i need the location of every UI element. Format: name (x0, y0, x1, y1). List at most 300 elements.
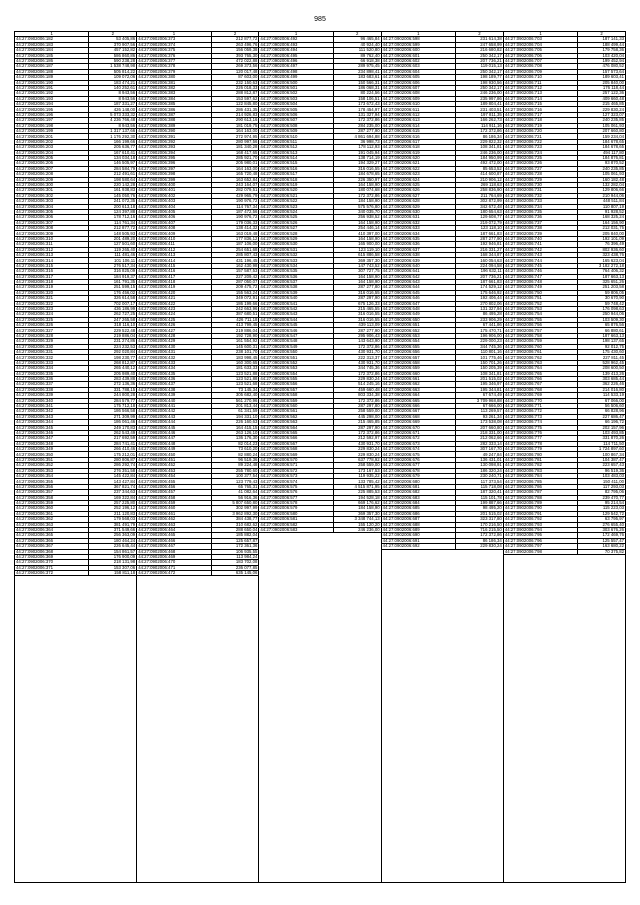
value-cell: 215 465,55 (333, 306, 380, 311)
value-cell: 111 520,80 (333, 48, 380, 53)
cadastral-number-cell: 44:27:0902006:607 (382, 85, 456, 90)
cadastral-number-cell: 44:27:0902006:451 (137, 457, 211, 462)
cadastral-number-cell: 44:27:0902006:206 (15, 161, 89, 166)
value-cell: 103 420,04 (578, 53, 625, 58)
value-cell: 154 861,57 (89, 549, 136, 554)
value-cell: 283 439,88 (89, 377, 136, 382)
value-cell: 246 236,00 (333, 527, 380, 532)
value-cell: 367 821,74 (89, 484, 136, 489)
value-cell: 258 559,00 (333, 463, 380, 468)
value-cell: 134 034,18 (89, 155, 136, 160)
cadastral-number-cell: 44:27:0902006:329 (15, 339, 89, 344)
cadastral-number-cell: 44:27:0902006:606 (382, 80, 456, 85)
cadastral-number-cell: 44:27:0902006:571 (259, 463, 333, 468)
value-cell: 369 357,30 (333, 258, 380, 263)
value-cell: 218 331,00 (456, 430, 503, 435)
value-cell: 230 240,71 (456, 474, 503, 479)
value-cell: 635 145,06 (211, 571, 258, 576)
value-cell: 430 931,70 (333, 350, 380, 355)
value-cell: 95 214,54 (578, 500, 625, 505)
cadastral-number-cell: 44:27:0902006:794 (504, 527, 578, 532)
cadastral-number-cell: 44:27:0902006:773 (504, 414, 578, 419)
value-cell: 129 542,72 (578, 511, 625, 516)
value-cell: 114 711,50 (578, 441, 625, 446)
value-cell: 229 830,24 (578, 107, 625, 112)
value-cell: 586 860,86 (89, 53, 136, 58)
cadastral-number-cell: 44:27:0902006:492 (259, 37, 333, 42)
cadastral-number-cell: 44:27:0902006:353 (15, 468, 89, 473)
value-cell: 247 265,58 (89, 317, 136, 322)
value-cell: 172 372,86 (456, 129, 503, 134)
cadastral-number-cell: 44:27:0902006:790 (504, 506, 578, 511)
value-cell: 130 098,91 (456, 463, 503, 468)
cadastral-number-cell: 44:27:0902006:339 (15, 393, 89, 398)
cadastral-number-cell: 44:27:0902006:764 (504, 366, 578, 371)
value-cell: 123 119,10 (333, 247, 380, 252)
cadastral-number-cell: 44:27:0902006:541 (259, 301, 333, 306)
value-cell: 114 767,34 (211, 204, 258, 209)
column-header: 2 (89, 32, 136, 37)
value-cell: 325 651,26 (578, 279, 625, 284)
value-cell: 254 446,14 (333, 226, 380, 231)
cadastral-number-cell: 44:27:0902006:678 (382, 468, 456, 473)
value-cell: 166 199,66 (89, 139, 136, 144)
value-cell: 168 417,65 (211, 150, 258, 155)
value-cell: 207 660,80 (578, 129, 625, 134)
cadastral-number-cell: 44:27:0902006:500 (259, 80, 333, 85)
value-cell: 119 265,40 (89, 247, 136, 252)
value-cell: 189 804,41 (456, 102, 503, 107)
cadastral-number-cell: 44:27:0902006:397 (137, 166, 211, 171)
cadastral-number-cell: 44:27:0902006:323 (15, 306, 89, 311)
cadastral-number-cell: 44:27:0902006:603 (382, 64, 456, 69)
cadastral-number-cell: 44:27:0902006:677 (382, 463, 456, 468)
value-cell: 231 614,38 (456, 37, 503, 42)
value-cell: 209 475,72 (211, 285, 258, 290)
cadastral-number-cell: 44:27:0902006:504 (259, 102, 333, 107)
value-cell: 163 652,84 (211, 177, 258, 182)
value-cell: 492 472,00 (456, 161, 503, 166)
value-cell: 227 686,47 (578, 414, 625, 419)
value-cell: 86 495,28 (456, 312, 503, 317)
value-cell: 136 176,30 (211, 436, 258, 441)
value-cell: 243 164,07 (211, 182, 258, 187)
value-cell: 240 235,85 (578, 166, 625, 171)
value-cell: 148 505,93 (89, 231, 136, 236)
cadastral-number-cell: 44:27:0902006:334 (15, 366, 89, 371)
cadastral-number-cell: 44:27:0902006:434 (137, 366, 211, 371)
value-cell: 185 882,04 (211, 533, 258, 538)
cadastral-number-cell: 44:27:0902006:450 (137, 452, 211, 457)
value-cell: 287 277,80 (333, 285, 380, 290)
value-cell: 164 156,90 (578, 220, 625, 225)
cadastral-number-cell: 44:27:0902006:370 (15, 560, 89, 565)
cadastral-number-cell: 44:27:0902006:623 (382, 172, 456, 177)
cadastral-number-cell: 44:27:0902006:795 (504, 533, 578, 538)
value-cell: 369 357,30 (333, 511, 380, 516)
value-cell: 184 158,90 (333, 506, 380, 511)
value-cell: 181 019,75 (211, 123, 258, 128)
cadastral-number-cell: 44:27:0902006:777 (504, 436, 578, 441)
cadastral-number-cell: 44:27:0902006:317 (15, 274, 89, 279)
cadastral-number-cell: 44:27:0902006:325 (15, 317, 89, 322)
cadastral-number-cell: 44:27:0902006:499 (259, 75, 333, 80)
cadastral-number-cell: 44:27:0902006:310 (15, 236, 89, 241)
cadastral-number-cell: 44:27:0902006:401 (137, 188, 211, 193)
cadastral-number-cell: 44:27:0902006:361 (15, 511, 89, 516)
value-cell: 229 522,48 (89, 328, 136, 333)
value-cell: 207 660,80 (456, 425, 503, 430)
cadastral-number-cell: 44:27:0902006:689 (382, 527, 456, 532)
value-cell: 256 938,52 (333, 215, 380, 220)
cadastral-number-cell: 44:27:0902006:661 (382, 377, 456, 382)
cadastral-number-cell: 44:27:0902006:393 (137, 145, 211, 150)
cadastral-number-cell: 44:27:0902006:782 (504, 463, 578, 468)
value-cell: 224 232,53 (89, 344, 136, 349)
column-header: 1 (15, 32, 89, 37)
cadastral-number-cell: 44:27:0902006:454 (137, 474, 211, 479)
value-cell: 73 145,34 (211, 387, 258, 392)
value-cell: 163 680,22 (578, 544, 625, 549)
cadastral-number-cell: 44:27:0902006:769 (504, 393, 578, 398)
cadastral-number-cell: 44:27:0902006:387 (137, 112, 211, 117)
value-cell: 56 916,36 (211, 495, 258, 500)
value-cell: 445 298,00 (333, 414, 380, 419)
value-cell: 123 521,88 (211, 377, 258, 382)
cadastral-number-cell: 44:27:0902006:626 (382, 188, 456, 193)
cadastral-number-cell: 44:27:0902006:574 (259, 479, 333, 484)
cadastral-number-cell: 44:27:0902006:774 (504, 420, 578, 425)
cadastral-number-cell: 44:27:0902006:759 (504, 339, 578, 344)
value-cell: 590 238,28 (89, 58, 136, 63)
cadastral-number-cell: 44:27:0902006:532 (259, 253, 333, 258)
value-cell: 105 061,93 (578, 172, 625, 177)
value-cell: 210 906,12 (456, 177, 503, 182)
cadastral-number-cell: 44:27:0902006:768 (504, 387, 578, 392)
value-cell: 212 592,97 (333, 436, 380, 441)
cadastral-number-cell: 44:27:0902006:731 (504, 188, 578, 193)
cadastral-number-cell: 44:27:0902006:658 (382, 360, 456, 365)
cadastral-number-cell: 44:27:0902006:413 (137, 253, 211, 258)
value-cell: 169 322,84 (89, 495, 136, 500)
value-cell: 459 660,48 (333, 387, 380, 392)
cadastral-number-cell: 44:27:0902006:424 (137, 312, 211, 317)
value-cell: 802 936,60 (578, 247, 625, 252)
cadastral-number-cell: 44:27:0902006:348 (15, 441, 89, 446)
value-cell: 165 623,04 (578, 258, 625, 263)
cadastral-number-cell: 44:27:0902006:741 (504, 242, 578, 247)
value-cell: 222 313,37 (333, 355, 380, 360)
value-cell: 164 158,90 (333, 182, 380, 187)
cadastral-number-cell: 44:27:0902006:536 (259, 274, 333, 279)
value-cell: 179 568,03 (89, 517, 136, 522)
value-cell: 176 118,44 (578, 85, 625, 90)
cadastral-number-cell: 44:27:0902006:537 (259, 279, 333, 284)
cadastral-number-cell: 44:27:0902006:304 (15, 204, 89, 209)
value-cell: 201 515,02 (456, 377, 503, 382)
cadastral-number-cell: 44:27:0902006:760 (504, 344, 578, 349)
value-cell: 105 061,93 (578, 123, 625, 128)
cadastral-number-cell: 44:27:0902006:679 (382, 474, 456, 479)
cadastral-number-cell: 44:27:0902006:725 (504, 155, 578, 160)
value-cell: 226 350,97 (333, 177, 380, 182)
value-cell: 145 422,84 (89, 474, 136, 479)
value-cell: 82 795,06 (578, 490, 625, 495)
cadastral-number-cell: 44:27:0902006:667 (382, 409, 456, 414)
cadastral-number-cell: 44:27:0902006:497 (259, 64, 333, 69)
value-cell: 226 018,33 (211, 85, 258, 90)
value-cell: 436 186,99 (89, 306, 136, 311)
value-cell: 575 576,80 (333, 204, 380, 209)
value-cell: 310 682,62 (211, 522, 258, 527)
value-cell: 131 327,94 (333, 112, 380, 117)
value-cell: 187 661,83 (456, 279, 503, 284)
value-cell: 76 396,49 (578, 242, 625, 247)
cadastral-number-cell: 44:27:0902006:432 (137, 355, 211, 360)
value-cell: 5 073 333,32 (89, 112, 136, 117)
value-cell: 198 189,77 (456, 75, 503, 80)
cadastral-number-cell: 44:27:0902006:780 (504, 452, 578, 457)
cadastral-number-cell: 44:27:0902006:709 (504, 69, 578, 74)
cadastral-number-cell: 44:27:0902006:548 (259, 339, 333, 344)
cadastral-number-cell: 44:27:0902006:406 (137, 215, 211, 220)
cadastral-number-cell: 44:27:0902006:639 (382, 258, 456, 263)
cadastral-number-cell: 44:27:0902006:405 (137, 209, 211, 214)
value-cell: 82 880,24 (211, 452, 258, 457)
value-cell: 67 674,49 (456, 393, 503, 398)
cadastral-number-cell: 44:27:0902006:710 (504, 75, 578, 80)
cadastral-number-cell: 44:27:0902006:728 (504, 172, 578, 177)
value-cell: 153 597,62 (211, 96, 258, 101)
value-cell: 186 068,31 (333, 85, 380, 90)
cadastral-number-cell: 44:27:0902006:507 (259, 118, 333, 123)
cadastral-number-cell: 44:27:0902006:315 (15, 263, 89, 268)
value-cell: 232 150,63 (211, 80, 258, 85)
value-cell: 176 900,09 (89, 554, 136, 559)
cadastral-number-cell: 44:27:0902006:428 (137, 333, 211, 338)
cadastral-number-cell: 44:27:0902006:576 (259, 490, 333, 495)
data-table (382, 32, 503, 550)
cadastral-number-cell: 44:27:0902006:411 (137, 242, 211, 247)
cadastral-number-cell: 44:27:0902006:184 (15, 48, 89, 53)
cadastral-number-cell: 44:27:0902006:423 (137, 306, 211, 311)
cadastral-number-cell: 44:27:0902006:525 (259, 215, 333, 220)
value-cell: 86 186,34 (456, 134, 503, 139)
value-cell: 172 372,86 (333, 193, 380, 198)
cadastral-number-cell: 44:27:0902006:770 (504, 398, 578, 403)
value-cell: 133 785,42 (333, 479, 380, 484)
value-cell: 269 118,63 (456, 182, 503, 187)
value-cell: 414 600,87 (456, 172, 503, 177)
cadastral-number-cell: 44:27:0902006:747 (504, 274, 578, 279)
value-cell: 262 543,49 (89, 430, 136, 435)
value-cell: 147 743,52 (333, 263, 380, 268)
cadastral-number-cell: 44:27:0902006:461 (137, 511, 211, 516)
cadastral-number-cell: 44:27:0902006:410 (137, 236, 211, 241)
cadastral-number-cell: 44:27:0902006:748 (504, 279, 578, 284)
value-cell: 175 470,71 (456, 328, 503, 333)
value-cell: 115 718,08 (456, 484, 503, 489)
value-cell: 323 317,80 (456, 517, 503, 522)
cadastral-number-cell: 44:27:0902006:578 (259, 500, 333, 505)
value-cell: 103 509,30 (578, 317, 625, 322)
cadastral-number-cell: 44:27:0902006:350 (15, 452, 89, 457)
value-cell: 287 297,80 (333, 403, 380, 408)
value-cell: 268 812,87 (89, 360, 136, 365)
cadastral-number-cell: 44:27:0902006:449 (137, 447, 211, 452)
cadastral-number-cell: 44:27:0902006:421 (137, 296, 211, 301)
cadastral-number-cell: 44:27:0902006:514 (259, 155, 333, 160)
value-cell: 123 118,10 (456, 226, 503, 231)
value-cell: 73 610,20 (211, 447, 258, 452)
value-cell: 192 406,44 (456, 296, 503, 301)
cadastral-number-cell: 44:27:0902006:306 (15, 215, 89, 220)
cadastral-number-cell: 44:27:0902006:311 (15, 242, 89, 247)
value-cell: 161 938,83 (89, 188, 136, 193)
value-cell: 302 872,99 (456, 199, 503, 204)
value-cell: 476 080,52 (578, 64, 625, 69)
value-cell: 198 580,64 (89, 177, 136, 182)
value-cell: 349 072,91 (211, 296, 258, 301)
column-header: 2 (578, 32, 625, 37)
cadastral-number-cell: 44:27:0902006:654 (382, 339, 456, 344)
cadastral-number-cell: 44:27:0902006:749 (504, 285, 578, 290)
cadastral-number-cell: 44:27:0902006:207 (15, 166, 89, 171)
cadastral-number-cell: 44:27:0902006:609 (382, 96, 456, 101)
value-cell: 252 196,12 (89, 506, 136, 511)
cadastral-number-cell: 44:27:0902006:531 (259, 247, 333, 252)
cadastral-number-cell: 44:27:0902006:331 (15, 350, 89, 355)
cadastral-number-cell: 44:27:0902006:515 (259, 161, 333, 166)
cadastral-number-cell: 44:27:0902006:369 (15, 554, 89, 559)
cadastral-number-cell: 44:27:0902006:732 (504, 193, 578, 198)
value-cell: 8 943,56 (89, 96, 136, 101)
cadastral-number-cell: 44:27:0902006:582 (259, 522, 333, 527)
value-cell: 276 655,40 (578, 522, 625, 527)
cadastral-number-cell: 44:27:0902006:538 (259, 285, 333, 290)
cadastral-number-cell: 44:27:0902006:655 (382, 344, 456, 349)
cadastral-number-cell: 44:27:0902006:613 (382, 118, 456, 123)
value-cell: 256 363,09 (89, 533, 136, 538)
table-block (15, 32, 136, 882)
cadastral-number-cell: 44:27:0902006:549 (259, 344, 333, 349)
cadastral-number-cell: 44:27:0902006:762 (504, 355, 578, 360)
value-cell: 184 919,37 (89, 274, 136, 279)
table-row (382, 544, 503, 549)
value-cell: 70 375,82 (578, 549, 625, 554)
cadastral-number-cell: 44:27:0902006:303 (15, 199, 89, 204)
value-cell: 201 813,44 (211, 403, 258, 408)
cadastral-number-cell: 44:27:0902006:570 (259, 457, 333, 462)
value-cell: 250 342,17 (456, 53, 503, 58)
value-cell: 113 269,57 (456, 409, 503, 414)
value-cell: 180 654,63 (456, 209, 503, 214)
value-cell: 113 984,24 (211, 554, 258, 559)
cadastral-number-cell: 44:27:0902006:335 (15, 371, 89, 376)
cadastral-number-cell: 44:27:0902006:580 (259, 511, 333, 516)
cadastral-number-cell: 44:27:0902006:561 (259, 409, 333, 414)
cadastral-number-cell: 44:27:0902006:182 (15, 37, 89, 42)
cadastral-number-cell: 44:27:0902006:502 (259, 91, 333, 96)
cadastral-number-cell: 44:27:0902006:673 (382, 441, 456, 446)
cadastral-number-cell: 44:27:0902006:766 (504, 377, 578, 382)
cadastral-number-cell: 44:27:0902006:735 (504, 209, 578, 214)
cadastral-number-cell: 44:27:0902006:375 (137, 48, 211, 53)
cadastral-number-cell: 44:27:0902006:736 (504, 215, 578, 220)
value-cell: 173 672,43 (333, 102, 380, 107)
cadastral-number-cell: 44:27:0902006:579 (259, 506, 333, 511)
value-cell: 381 491,79 (89, 522, 136, 527)
column-header: 2 (211, 32, 258, 37)
cadastral-number-cell: 44:27:0902006:706 (504, 53, 578, 58)
value-cell: 120 017,48 (211, 69, 258, 74)
cadastral-number-cell: 44:27:0902006:575 (259, 484, 333, 489)
cadastral-number-cell: 44:27:0902006:555 (259, 377, 333, 382)
value-cell: 803 334,38 (333, 393, 380, 398)
value-cell: 263 496,76 (211, 42, 258, 47)
cadastral-number-cell: 44:27:0902006:378 (137, 64, 211, 69)
value-cell: 160 182,48 (578, 177, 625, 182)
value-cell: 265 440,12 (89, 366, 136, 371)
cadastral-number-cell: 44:27:0902006:187 (15, 64, 89, 69)
cadastral-number-cell: 44:27:0902006:612 (382, 112, 456, 117)
value-cell: 249 170,83 (89, 425, 136, 430)
cadastral-number-cell: 44:27:0902006:756 (504, 323, 578, 328)
value-cell: 344 745,36 (456, 344, 503, 349)
value-cell: 178 112,93 (333, 145, 380, 150)
table-row (259, 527, 380, 532)
value-cell: 40 924,40 (333, 42, 380, 47)
value-cell: 156 059,38 (211, 48, 258, 53)
value-cell: 166 262,73 (456, 118, 503, 123)
value-cell: 257 122,36 (578, 91, 625, 96)
value-cell: 196 906,00 (456, 333, 503, 338)
value-cell: 205 980,01 (211, 161, 258, 166)
cadastral-number-cell: 44:27:0902006:628 (382, 199, 456, 204)
value-cell: 85 653,52 (456, 166, 503, 171)
cadastral-number-cell: 44:27:0902006:671 (382, 430, 456, 435)
cadastral-number-cell: 44:27:0902006:669 (382, 420, 456, 425)
value-cell: 234 898,41 (333, 69, 380, 74)
value-cell: 173 167,53 (333, 468, 380, 473)
value-cell: 207 736,21 (456, 274, 503, 279)
cadastral-number-cell: 44:27:0902006:627 (382, 193, 456, 198)
value-cell: 1 176 292,30 (89, 134, 136, 139)
cadastral-number-cell: 44:27:0902006:457 (137, 490, 211, 495)
value-cell: 119 015,13 (456, 64, 503, 69)
value-cell: 216 680,82 (456, 48, 503, 53)
value-cell: 284 235,00 (333, 123, 380, 128)
value-cell: 212 491,61 (89, 172, 136, 177)
value-cell: 258 559,00 (333, 409, 380, 414)
value-cell: 123 779,43 (211, 479, 258, 484)
column-header: 1 (382, 32, 456, 37)
cadastral-number-cell: 44:27:0902006:712 (504, 85, 578, 90)
cadastral-number-cell: 44:27:0902006:535 (259, 269, 333, 274)
cadastral-number-cell: 44:27:0902006:392 (137, 139, 211, 144)
cadastral-number-cell: 44:27:0902006:415 (137, 263, 211, 268)
value-cell: 219 886,04 (211, 328, 258, 333)
cadastral-number-cell: 44:27:0902006:704 (504, 42, 578, 47)
value-cell: 307 167,70 (456, 447, 503, 452)
value-cell: 190 976,72 (211, 215, 258, 220)
value-cell: 282 333,14 (456, 441, 503, 446)
value-cell: 172 361,36 (211, 544, 258, 549)
cadastral-number-cell: 44:27:0902006:761 (504, 350, 578, 355)
value-cell: 195 346,97 (456, 382, 503, 387)
cadastral-number-cell: 44:27:0902006:343 (15, 414, 89, 419)
cadastral-number-cell: 44:27:0902006:193 (15, 96, 89, 101)
